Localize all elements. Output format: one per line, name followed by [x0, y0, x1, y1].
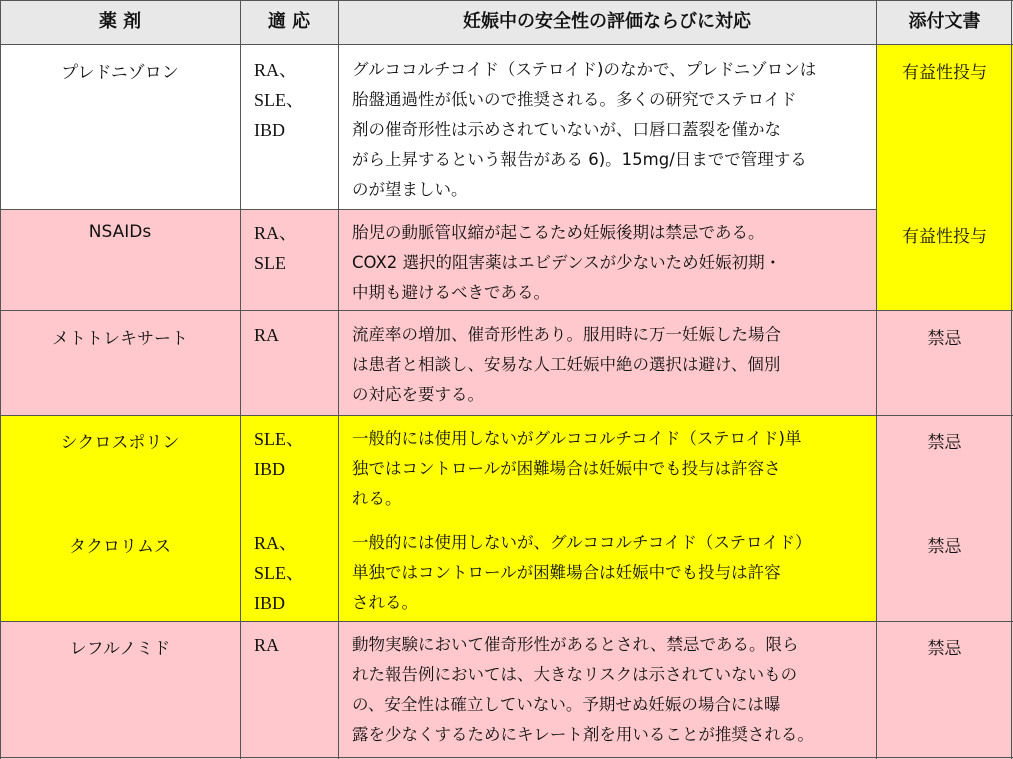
package-insert-text: 有益性投与: [902, 227, 987, 247]
package-insert-text: 有益性投与: [902, 63, 987, 83]
drug-name: NSAIDs: [88, 222, 152, 242]
indication-text: RA: [254, 325, 280, 345]
indication-text: RA: [254, 635, 280, 655]
package-insert-text: 禁忌: [927, 537, 962, 557]
indication-text: RA、 SLE、 IBD: [254, 533, 305, 613]
insert-bg-yellow-top: [876, 44, 1013, 310]
assessment-text: 一般的には使用しないが、グルココルチコイド（ステロイド） 単独ではコントロールが困難場合は妊娠中でも投与は許容 される。: [352, 533, 812, 612]
divider: [0, 44, 1013, 45]
header-indication: 適 応: [267, 11, 311, 32]
divider: [0, 757, 1013, 758]
divider: [338, 0, 339, 759]
package-insert-text: 禁忌: [927, 639, 962, 659]
assessment-text: 動物実験において催奇形性があるとされ、禁忌である。限ら れた報告例においては、大きなリスクは示されていないもの の、安全性は確立していない。予期せぬ妊娠の場合には曝 露を少なくするためにキレート剤を用いることが推奨される。: [352, 635, 814, 744]
package-insert-text: 禁忌: [927, 329, 962, 349]
divider: [240, 0, 241, 759]
package-insert-text: 禁忌: [927, 433, 962, 453]
divider: [0, 310, 1013, 311]
drug-name: メトトレキサート: [52, 329, 188, 349]
assessment-text: グルココルチコイド（ステロイド)のなかで、プレドニゾロンは 胎盤通過性が低いので推奨される。多くの研究でステロイド 剤の催奇形性は示めされていないが、口唇口蓋裂を僅かな がら上昇するという報告がある 6)。15mg/日までで管理する のが望ましい。: [352, 60, 817, 199]
drug-name: プレドニゾロン: [61, 63, 179, 83]
divider: [0, 415, 1013, 416]
divider: [0, 209, 876, 210]
header-assessment: 妊娠中の安全性の評価ならびに対応: [463, 11, 751, 32]
header-drug: 薬 剤: [98, 11, 142, 32]
drug-name: シクロスポリン: [60, 433, 180, 453]
header-package-insert: 添付文書: [908, 11, 981, 32]
drug-name: タクロリムス: [69, 537, 171, 557]
divider: [0, 0, 1013, 1]
indication-text: RA、 SLE: [254, 223, 298, 273]
drug-name: レフルノミド: [69, 639, 171, 659]
divider: [0, 621, 1013, 622]
assessment-text: 一般的には使用しないがグルココルチコイド（ステロイド)単 独ではコントロールが困難場合は妊娠中でも投与は許容さ れる。: [352, 429, 802, 508]
assessment-text: 胎児の動脈管収縮が起こるため妊娠後期は禁忌である。 COX2 選択的阻害薬はエビデンスが少ないため妊娠初期・ 中期も避けるべきである。: [352, 223, 782, 302]
indication-text: SLE、 IBD: [254, 429, 305, 479]
indication-text: RA、 SLE、 IBD: [254, 60, 305, 140]
assessment-text: 流産率の増加、催奇形性あり。服用時に万一妊娠した場合 は患者と相談し、安易な人工妊娠中絶の選択は避け、個別 の対応を要する。: [352, 325, 781, 404]
